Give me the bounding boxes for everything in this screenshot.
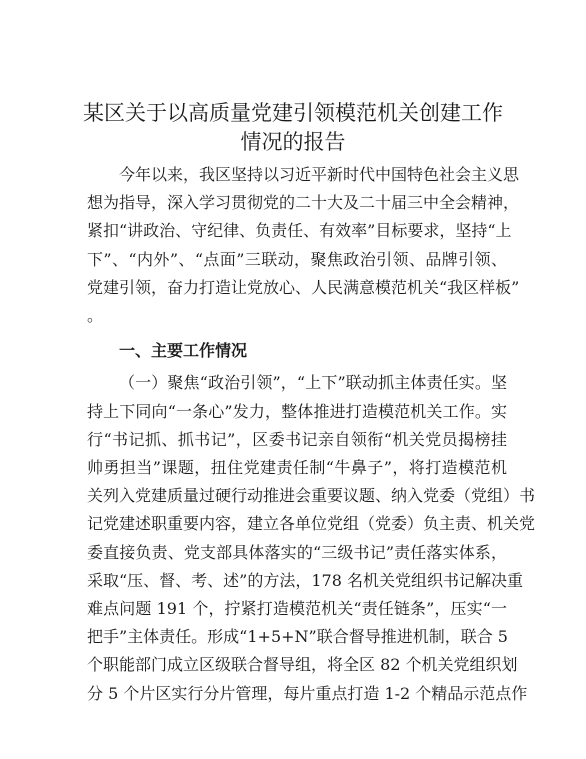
intro-line: 紧扣“讲政治、守纪律、负责任、有效率”目标要求，坚持“上 xyxy=(87,221,512,241)
section-line: 个职能部门成立区级联合督导组，将全区 82 个机关党组织划 xyxy=(87,655,518,675)
intro-line: 想为指导，深入学习贯彻党的二十大及二十届三中全会精神， xyxy=(87,193,520,213)
section-line: 难点问题 191 个，拧紧打造模范机关“责任链条”，压实“一 xyxy=(87,599,507,619)
section-line: 关列入党建质量过硬行动推进会重要议题、纳入党委（党组）书 xyxy=(87,486,536,506)
section-line: 采取“压、督、考、述”的方法，178 名机关党组织书记解决重 xyxy=(87,570,523,590)
section-line: （一）聚焦“政治引领”，“上下”联动抓主体责任实。坚 xyxy=(119,373,507,393)
section-line: 持上下同向“一条心”发力，整体推进打造模范机关工作。实 xyxy=(87,401,507,421)
title-line: 某区关于以高质量党建引领模范机关创建工作 xyxy=(83,101,503,125)
intro-line: 今年以来，我区坚持以习近平新时代中国特色社会主义思 xyxy=(119,165,520,184)
section-paragraph xyxy=(87,369,536,707)
section-line: 记党建述职重要内容，建立各单位党组（党委）负主责、机关党 xyxy=(87,514,536,534)
section-line: 分 5 个片区实行分片管理，每片重点打造 1-2 个精品示范点作 xyxy=(87,683,528,703)
title-line: 情况的报告 xyxy=(240,130,346,154)
intro-line: 下”、“内外”、“点面”三联动，聚焦政治引领、品牌引领、 xyxy=(87,249,507,269)
section-heading: 一、主要工作情况 xyxy=(119,341,248,361)
intro-line: 党建引领，奋力打造让党放心、人民满意模范机关“我区样板” xyxy=(87,277,520,297)
intro-line: 。 xyxy=(87,306,104,326)
section-line: 行“书记抓、抓书记”，区委书记亲自领衔“机关党员揭榜挂 xyxy=(87,429,507,449)
document-body xyxy=(87,161,536,708)
section-line: 委直接负责、党支部具体落实的“三级书记”责任落实体系， xyxy=(87,542,507,562)
section-line: 把手”主体责任。形成“1+5+N”联合督导推进机制，联合 5 xyxy=(87,627,508,647)
section-line: 帅勇担当”课题，扭住党建责任制“牛鼻子”，将打造模范机 xyxy=(87,458,507,478)
intro-paragraph xyxy=(87,161,520,330)
document-title xyxy=(60,99,526,157)
